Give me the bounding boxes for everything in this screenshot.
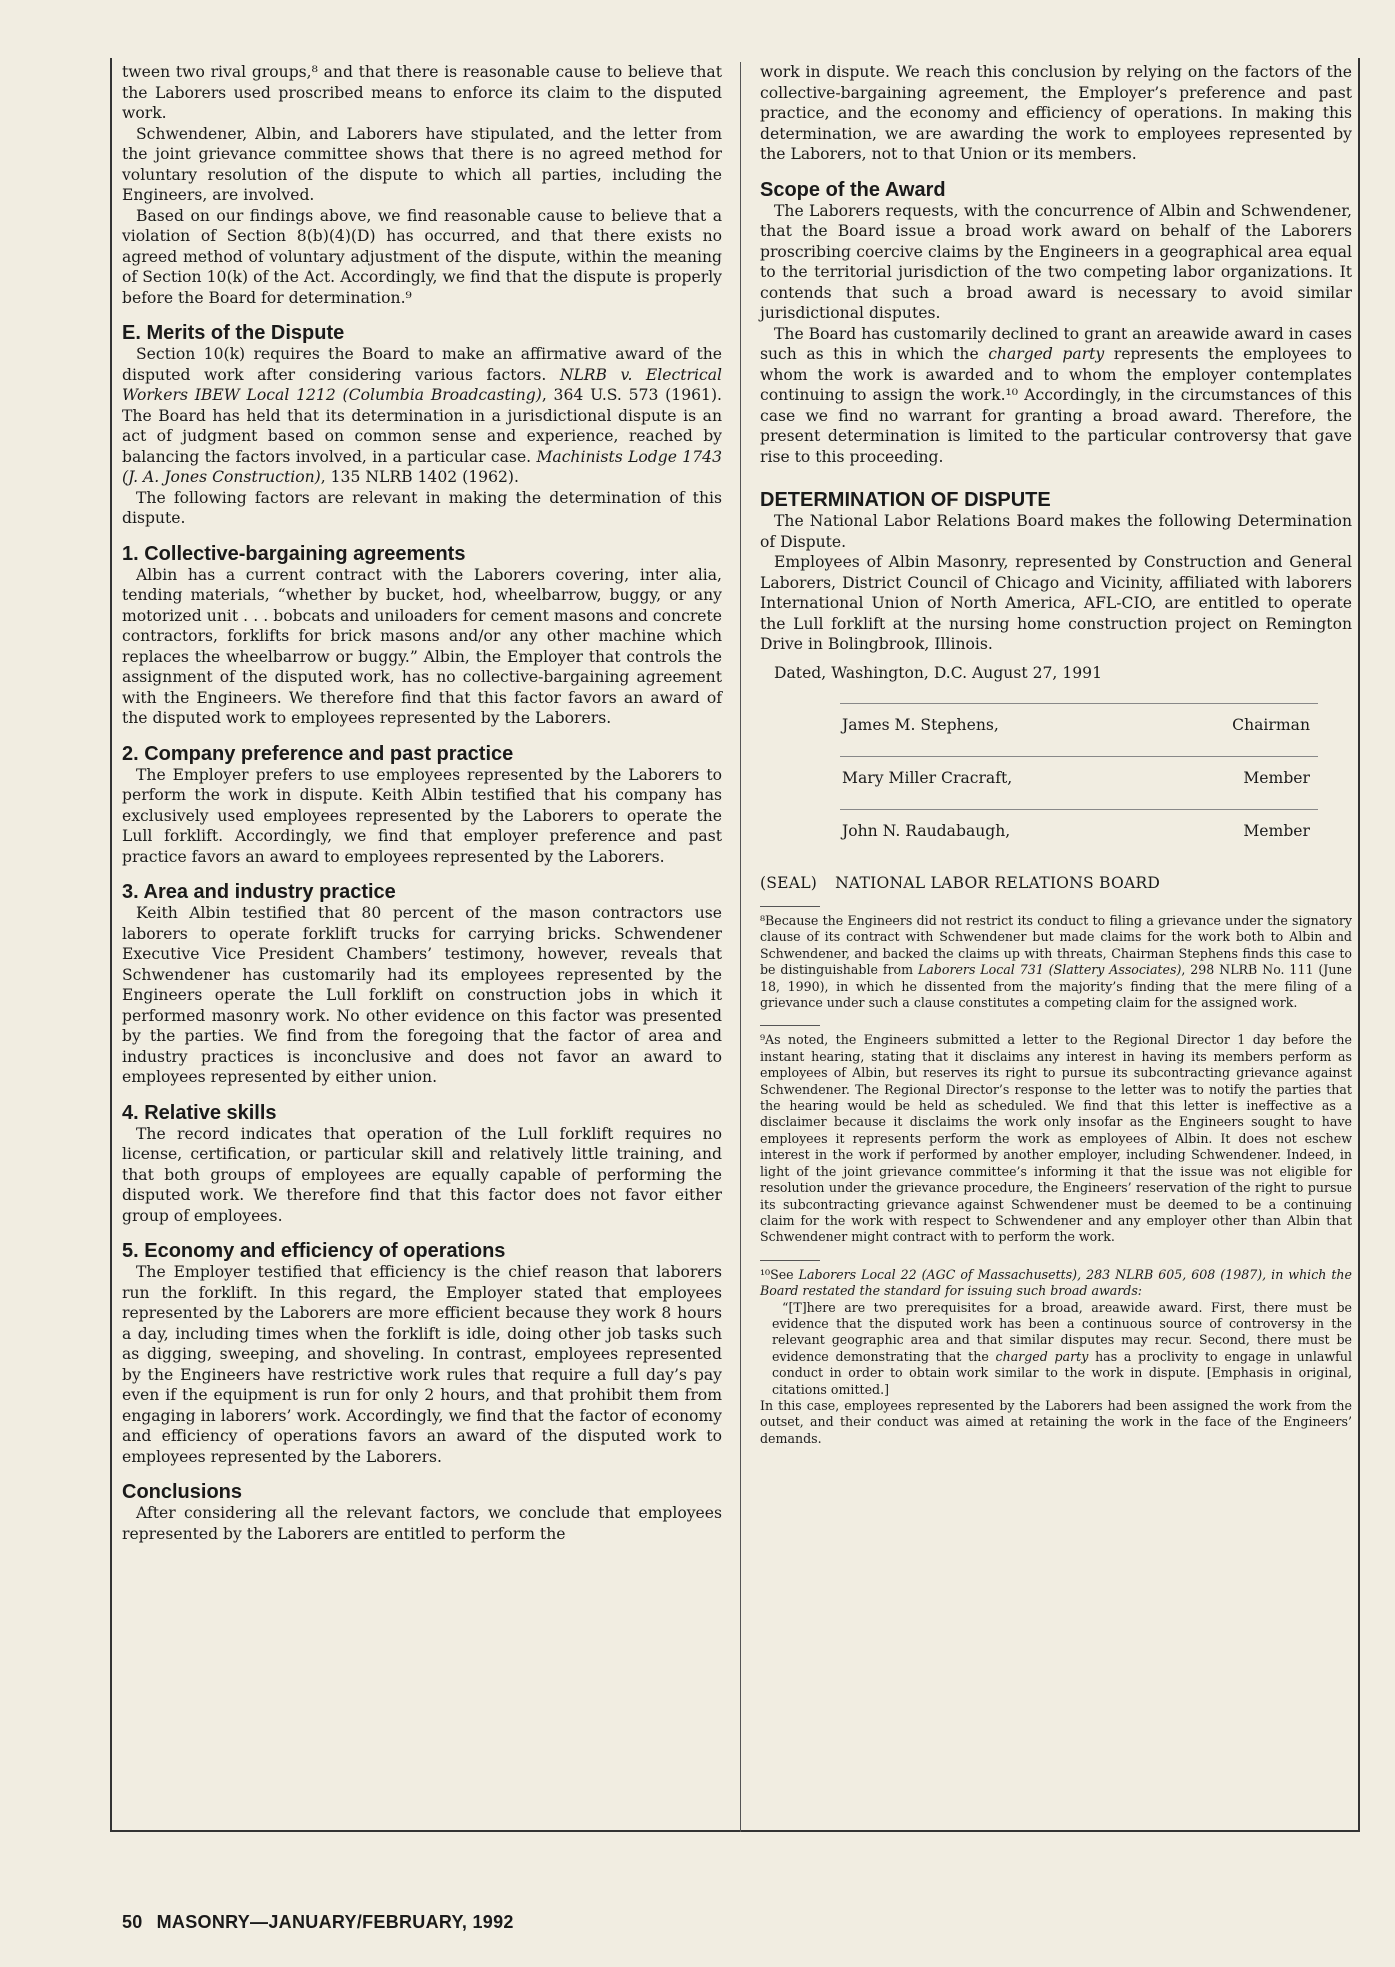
paragraph: Employees of Albin Masonry, represented by Construction and General Laborers, District Council of Chicago and Vicinity, affiliated with laborers International Union of North America, AFL-CIO, are entitled to operate the Lull forklift at the nursing home construction project on Remington Drive in Bolingbrook, Illinois. [760,553,1352,653]
factor-heading-1: 1. Collective-bargaining agreements [122,542,466,565]
factor-heading-3: 3. Area and industry practice [122,881,396,903]
paragraph: The Board has customarily declined to grant an areawide award in cases such as this in which the charged party represents the employees to whom the work is awarded and to whom the employer contemplates continuing to assign the work.¹⁰ Accordingly, in the circumstances of this case we find no warrant for granting a broad award. Therefore, the present determination is limited to the particular controversy that gave rise to this proceeding. [760,324,1352,466]
signature-row [840,704,1318,734]
factor-heading-2: 2. Company preference and past practice [122,742,514,765]
footnote-10: ¹⁰See Laborers Local 22 (AGC of Massachusetts), 283 NLRB 605, 608 (1987), in which the Board restated the standard for issuing such broad awards: [760,1266,1352,1299]
section-heading-merits: E. Merits of the Dispute [122,322,345,344]
right-column [760,62,1352,1447]
signer-name: James M. Stephens, [842,716,999,734]
publication-line: MASONRY—JANUARY/FEBRUARY, 1992 [156,1912,514,1932]
paragraph: The Employer prefers to use employees represented by the Laborers to perform the work in dispute. Keith Albin testified that his company has exclusively used employees represented by the Laborers to operate the Lull forklift. Accordingly, we find that employer preference and past practice favors an award to employees represented by the Laborers. [122,765,722,866]
paragraph: The Laborers requests, with the concurrence of Albin and Schwendener, that the Board issue a broad work award on behalf of the Laborers proscribing coercive claims by the Engineers in a geographical area equal to the territorial jurisdiction of the two competing labor organizations. It contends that such a broad award is necessary to avoid similar jurisdictional disputes. [760,201,1352,322]
paragraph: Albin has a current contract with the Laborers covering, inter alia, tending materials, “whether by bucket, hod, wheelbarrow, buggy, or any motorized unit . . . bobcats and uniloaders for cement masons and concrete contractors, forklifts for brick masons and/or any other machine which replaces the wheelbarrow or buggy.” Albin, the Employer that controls the assignment of the disputed work, has no collective-bargaining agreement with the Engineers. We therefore find that this factor favors an award of the disputed work to employees represented by the Laborers. [122,565,722,727]
paragraph: Based on our findings above, we find reasonable cause to believe that a violation of Section 8(b)(4)(D) has occurred, and that there exists no agreed method of voluntary adjustment of the dispute, within the meaning of Section 10(k) of the Act. Accordingly, we find that the dispute is properly before the Board for determination.⁹ [122,206,722,307]
signer-name: John N. Raudabaugh, [842,822,1011,840]
column-divider [740,62,741,1832]
footnotes [760,906,1352,1447]
section-heading-determination: DETERMINATION OF DISPUTE [760,489,1051,511]
footnote-10-end: In this case, employees represented by the Laborers had been assigned the work from the outset, and their conduct was aimed at retaining the work in the face of the Engineers’ demands. [760,1397,1352,1446]
signature-row [840,810,1318,840]
paragraph: tween two rival groups,⁸ and that there is reasonable cause to believe that the Laborers used proscribed means to enforce its claim to the disputed work. [122,63,722,122]
factor-heading-5: 5. Economy and efficiency of operations [122,1240,506,1262]
paragraph: The Employer testified that efficiency is the chief reason that laborers run the forklift. In this regard, the Employer stated that employees represented by the Laborers are more efficient because they work 8 hours a day, including times when the forklift is idle, doing other job tasks such as digging, sweeping, and shoveling. In contrast, employees represented by the Engineers have restrictive work rules that require a full day’s pay even if the equipment is run for only 2 hours, and that prohibit them from engaging in laborers’ work. Accordingly, we find that the factor of economy and efficiency of operations favors an award of the disputed work to employees represented by the Laborers. [122,1263,722,1466]
paragraph: work in dispute. We reach this conclusion by relying on the factors of the collective-bargaining agreement, the Employer’s preference and past practice, and the economy and efficiency of operations. In making this determination, we are awarding the work to employees represented by the Laborers, not to that Union or its members. [760,63,1352,163]
date-line: Dated, Washington, D.C. August 27, 1991 [774,663,1103,682]
page-number: 50 [122,1912,143,1932]
paragraph: Schwendener, Albin, and Laborers have stipulated, and the letter from the joint grievance committee shows that there is no agreed method for voluntary resolution of the dispute to which all parties, including the Engineers, are involved. [122,124,722,204]
footnote-10-quote: “[T]here are two prerequisites for a broad, areawide award. First, there must be evidence that the disputed work has been a continuous source of controversy in the relevant geographic area and that similar disputes may recur. Second, there must be evidence demonstrating that the charged party has a proclivity to engage in unlawful conduct in order to obtain work similar to the work in dispute. [Emphasis in original, citations omitted.] [772,1299,1352,1397]
factor-heading-4: 4. Relative skills [122,1101,277,1124]
footnote-rule [760,906,820,907]
paragraph: Section 10(k) requires the Board to make an affirmative award of the disputed work after considering various factors. NLRB v. Electrical Workers IBEW Local 1212 (Columbia Broadcasting), 364 U.S. 573 (1961). The Board has held that its determination in a jurisdictional dispute is an act of judgment based on common sense and experience, reached by balancing the factors involved, in a particular case. Machinists Lodge 1743 (J. A. Jones Construction), 135 NLRB 1402 (1962). [122,345,722,486]
signature-block [840,703,1318,840]
seal-label: (SEAL) [760,874,818,892]
footnote-rule [760,1025,820,1026]
section-heading-scope: Scope of the Award [760,178,946,201]
page-footer [122,1912,514,1933]
seal-line [760,874,1352,892]
signer-name: Mary Miller Cracraft, [842,769,1013,787]
paragraph: The record indicates that operation of the Lull forklift requires no license, certification, or particular skill and relatively little training, and that both groups of employees are equally capable of performing the disputed work. We therefore find that this factor does not favor either group of employees. [122,1124,722,1225]
paragraph: Keith Albin testified that 80 percent of the mason contractors use laborers to operate forklift trucks for carrying bricks. Schwendener Executive Vice President Chambers’ testimony, however, reveals that Schwendener has customarily had its employees represented by the Engineers operate the Lull forklift on construction jobs in which it performed masonry work. No other evidence on this factor was presented by the parties. We find from the foregoing that the factor of area and industry practices is inconclusive and does not favor an award to employees represented by either union. [122,904,722,1086]
footnote-9: ⁹As noted, the Engineers submitted a letter to the Regional Director 1 day before the instant hearing, stating that it disclaims any interest in having its members perform as employees of Albin, but reserves its right to pursue its subcontracting grievance against Schwendener. The Regional Director’s response to the letter was to notify the parties that the hearing would be held as scheduled. We find that this letter is ineffective as a disclaimer because it disclaims the work only insofar as the Engineers sought to have employees it represents perform the work as employees of Albin. It does not eschew interest in the work if performed by another employer, including Schwendener. Indeed, in light of the joint grievance committee’s informing it that the issue was not eligible for resolution under the grievance procedure, the Engineers’ reservation of the right to pursue its subcontracting grievance against Schwendener must be deemed to be a continuing claim for the work with respect to Schwendener and any employer other than Albin that Schwendener might contract with to perform the work. [760,1032,1352,1245]
board-name: NATIONAL LABOR RELATIONS BOARD [835,874,1161,892]
section-heading-conclusions: Conclusions [122,1481,243,1503]
paragraph: The National Labor Relations Board makes the following Determination of Dispute. [760,512,1352,551]
signature-row [840,757,1318,787]
footnote-rule [760,1260,820,1261]
paragraph: After considering all the relevant factors, we conclude that employees represented by the Laborers are entitled to perform the [122,1504,722,1543]
paragraph: The following factors are relevant in making the determination of this dispute. [122,488,722,527]
signer-title: Member [1243,769,1310,787]
footnote-8: ⁸Because the Engineers did not restrict its conduct to filing a grievance under the signatory clause of its contract with Schwendener but made claims for the work both to Albin and Schwendener, and backed the claims up with threats, Chairman Stephens finds this case to be distinguishable from Laborers Local 731 (Slattery Associates), 298 NLRB No. 111 (June 18, 1990), in which he dissented from the majority’s finding that the mere filing of a grievance under such a clause constitutes a competing claim for the assigned work. [760,913,1352,1011]
left-column [122,62,722,1544]
signer-title: Chairman [1232,716,1310,734]
signer-title: Member [1243,822,1310,840]
